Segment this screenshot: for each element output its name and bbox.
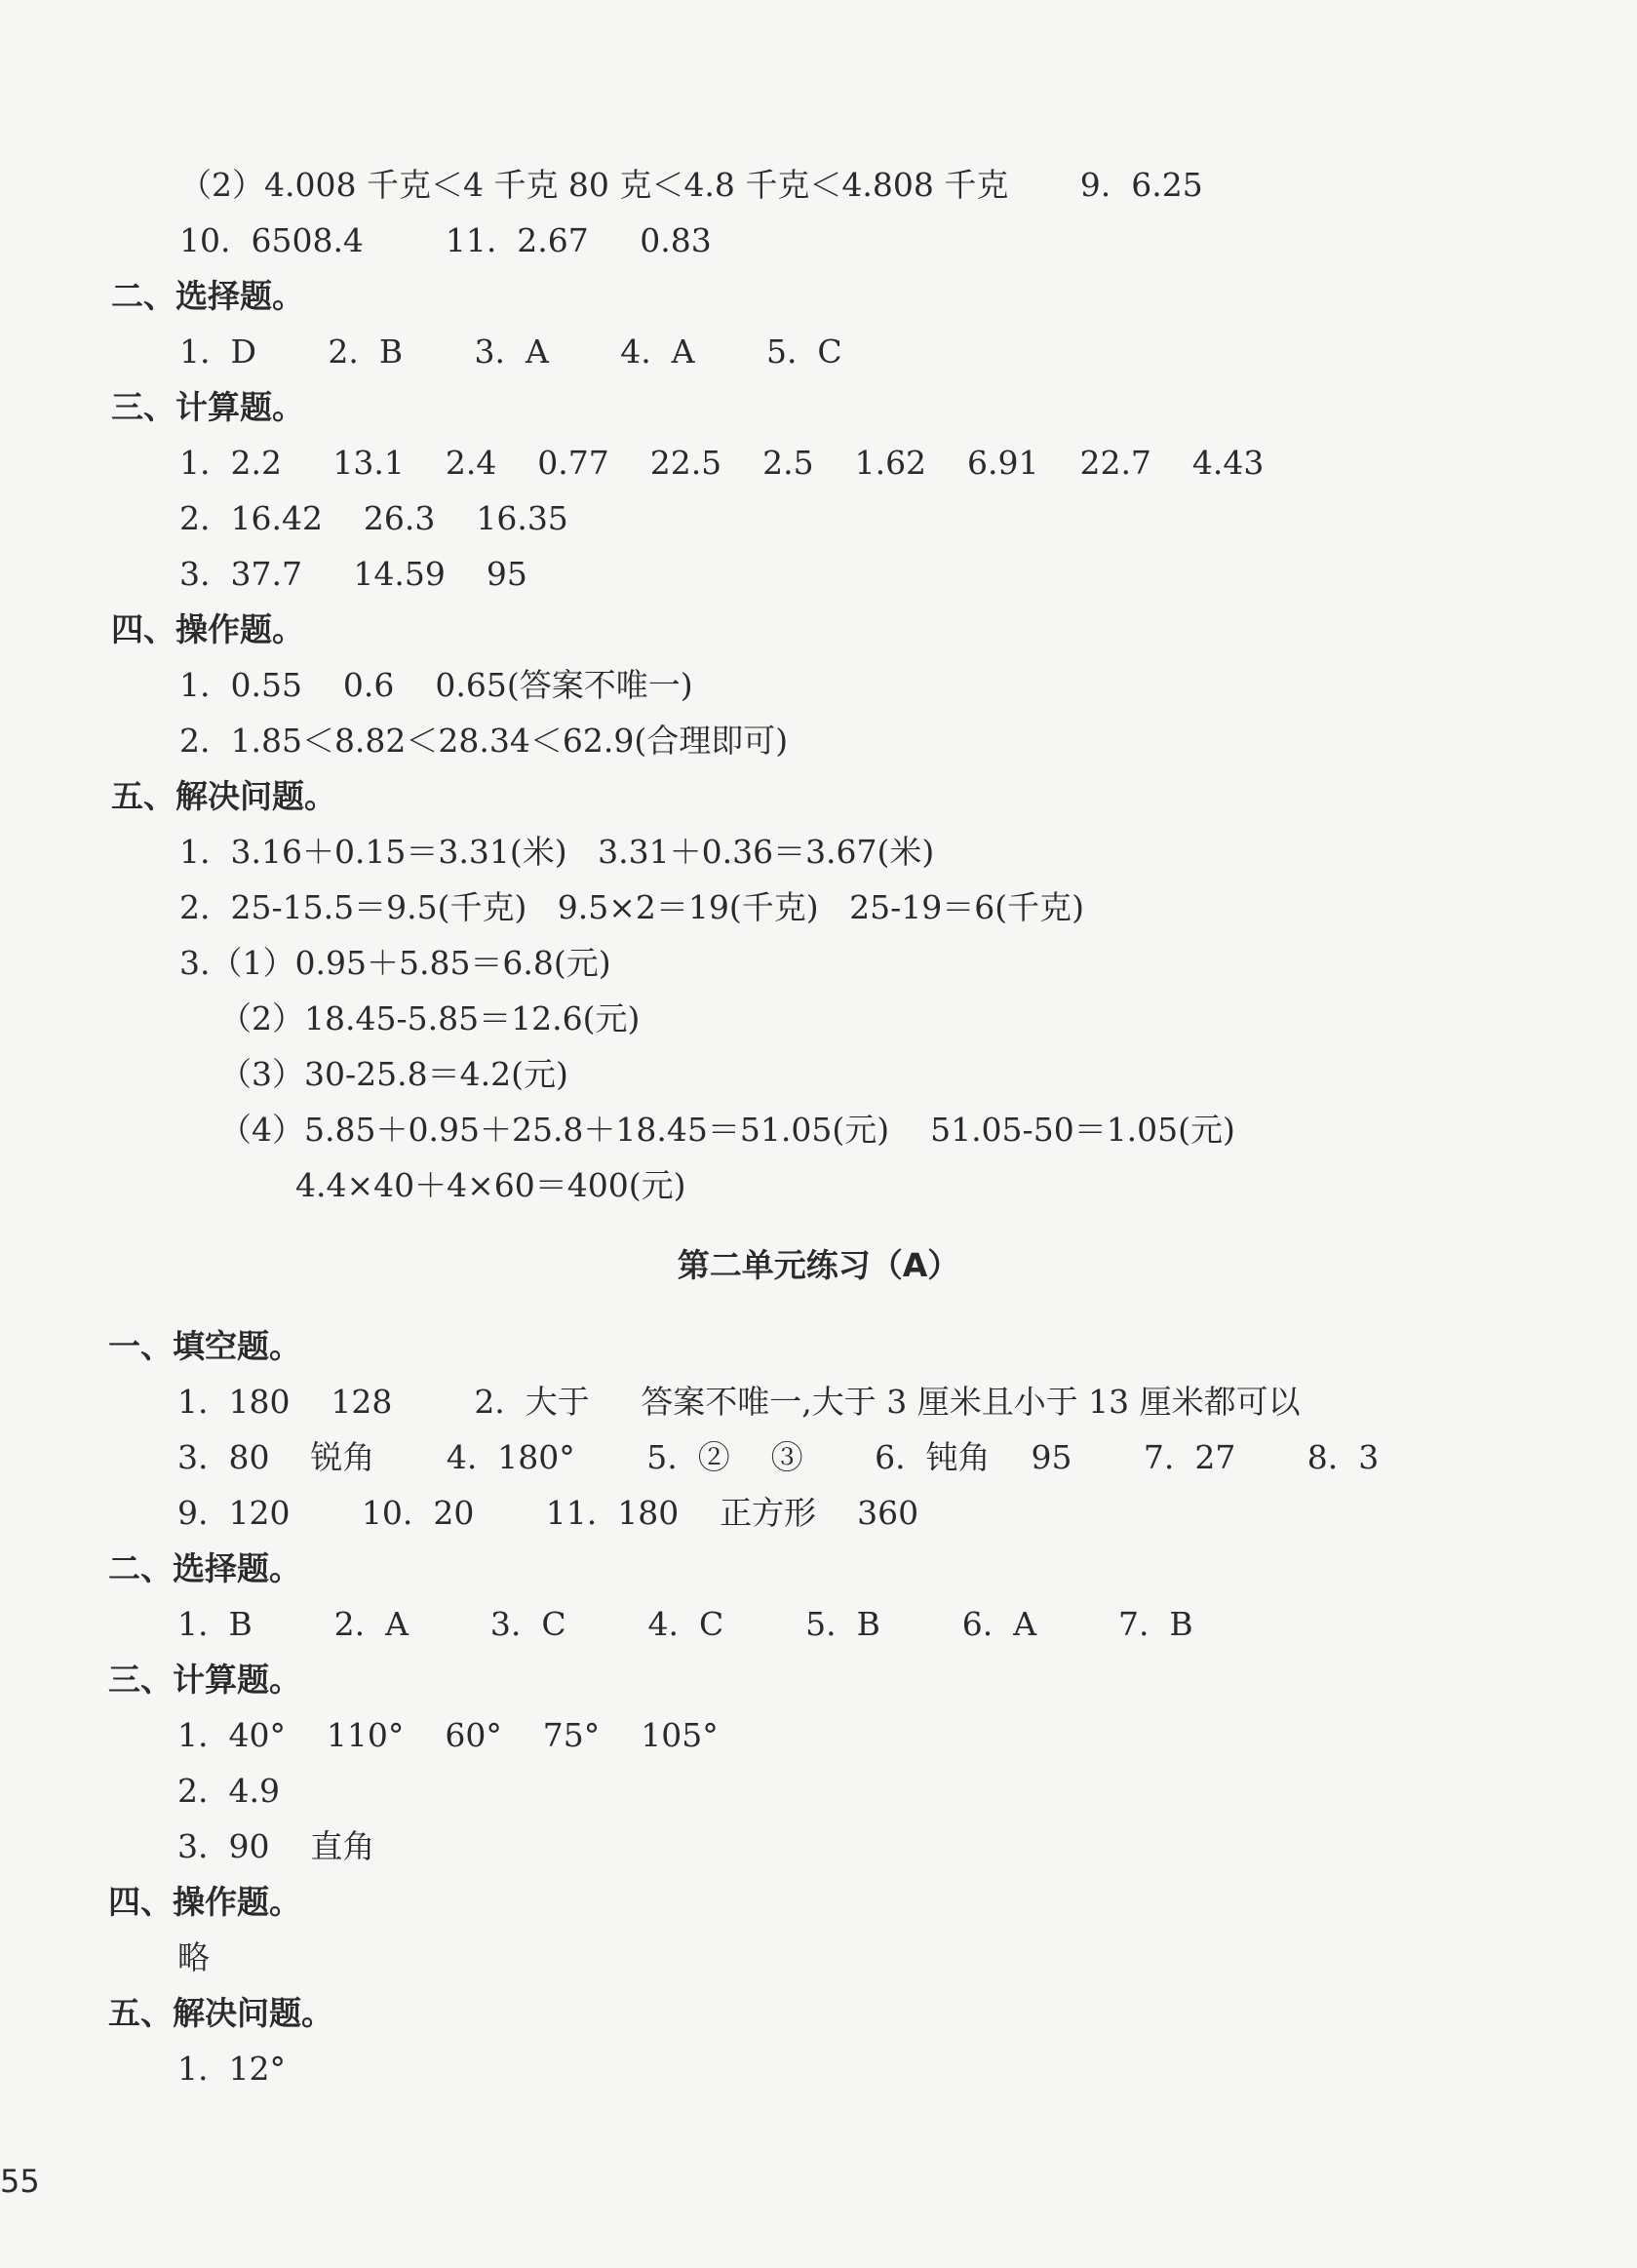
answer-line: 4.4×40＋4×60＝400(元) [295, 1166, 686, 1204]
answer-line: 3. 80 锐角 4. 180° 5. ② ③ 6. 钝角 95 7. 27 8. 3 [177, 1438, 1380, 1476]
answer-line: 3. 37.7 14.59 95 [179, 555, 527, 593]
answer-line: 略 [177, 1938, 210, 1976]
answer-line: （2）18.45-5.85＝12.6(元) [219, 999, 641, 1037]
answer-line: 1. 40° 110° 60° 75° 105° [177, 1716, 719, 1754]
section-heading: 三、计算题。 [111, 388, 304, 426]
answer-line: 1. D 2. B 3. A 4. A 5. C [179, 332, 842, 371]
answer-line: 3. 90 直角 [177, 1827, 375, 1865]
section-heading: 四、操作题。 [108, 1883, 301, 1921]
section-heading: 四、操作题。 [111, 610, 304, 648]
answer-line: 2. 1.85＜8.82＜28.34＜62.9(合理即可) [179, 722, 789, 760]
section-heading: 五、解决问题。 [108, 1994, 333, 2032]
answer-line: 2. 4.9 [177, 1772, 280, 1810]
answer-line: 3.（1）0.95＋5.85＝6.8(元) [179, 944, 611, 982]
page-number: 55 [0, 2163, 40, 2200]
answer-line: 1. 0.55 0.6 0.65(答案不唯一) [179, 666, 693, 704]
answer-line: 1. B 2. A 3. C 4. C 5. B 6. A 7. B [177, 1605, 1193, 1643]
answer-line: 1. 2.2 13.1 2.4 0.77 22.5 2.5 1.62 6.91 22.7 4.43 [179, 444, 1265, 482]
answer-line: 2. 25-15.5＝9.5(千克) 9.5×2＝19(千克) 25-19＝6(千克) [179, 888, 1084, 926]
answer-line: （4）5.85＋0.95＋25.8＋18.45＝51.05(元) 51.05-50＝1.05(元) [219, 1111, 1235, 1149]
answer-line: 2. 16.42 26.3 16.35 [179, 499, 568, 537]
section-heading: 二、选择题。 [111, 277, 304, 315]
answer-line: 1. 12° [177, 2050, 286, 2088]
answer-line: 9. 120 10. 20 11. 180 正方形 360 [177, 1494, 919, 1532]
unit-title: 第二单元练习（A） [677, 1246, 960, 1284]
answer-line: 1. 3.16＋0.15＝3.31(米) 3.31＋0.36＝3.67(米) [179, 833, 935, 871]
section-heading: 三、计算题。 [108, 1661, 301, 1699]
answer-line: 1. 180 128 2. 大于 答案不唯一,大于 3 厘米且小于 13 厘米都可以 [177, 1383, 1301, 1421]
section-heading: 二、选择题。 [108, 1549, 301, 1587]
answer-line: （2）4.008 千克＜4 千克 80 克＜4.8 千克＜4.808 千克 9. 6.25 [179, 166, 1203, 204]
section-heading: 一、填空题。 [108, 1327, 301, 1365]
answer-line: 10. 6508.4 11. 2.67 0.83 [179, 221, 712, 259]
section-heading: 五、解决问题。 [111, 777, 336, 815]
answer-line: （3）30-25.8＝4.2(元) [219, 1055, 568, 1093]
